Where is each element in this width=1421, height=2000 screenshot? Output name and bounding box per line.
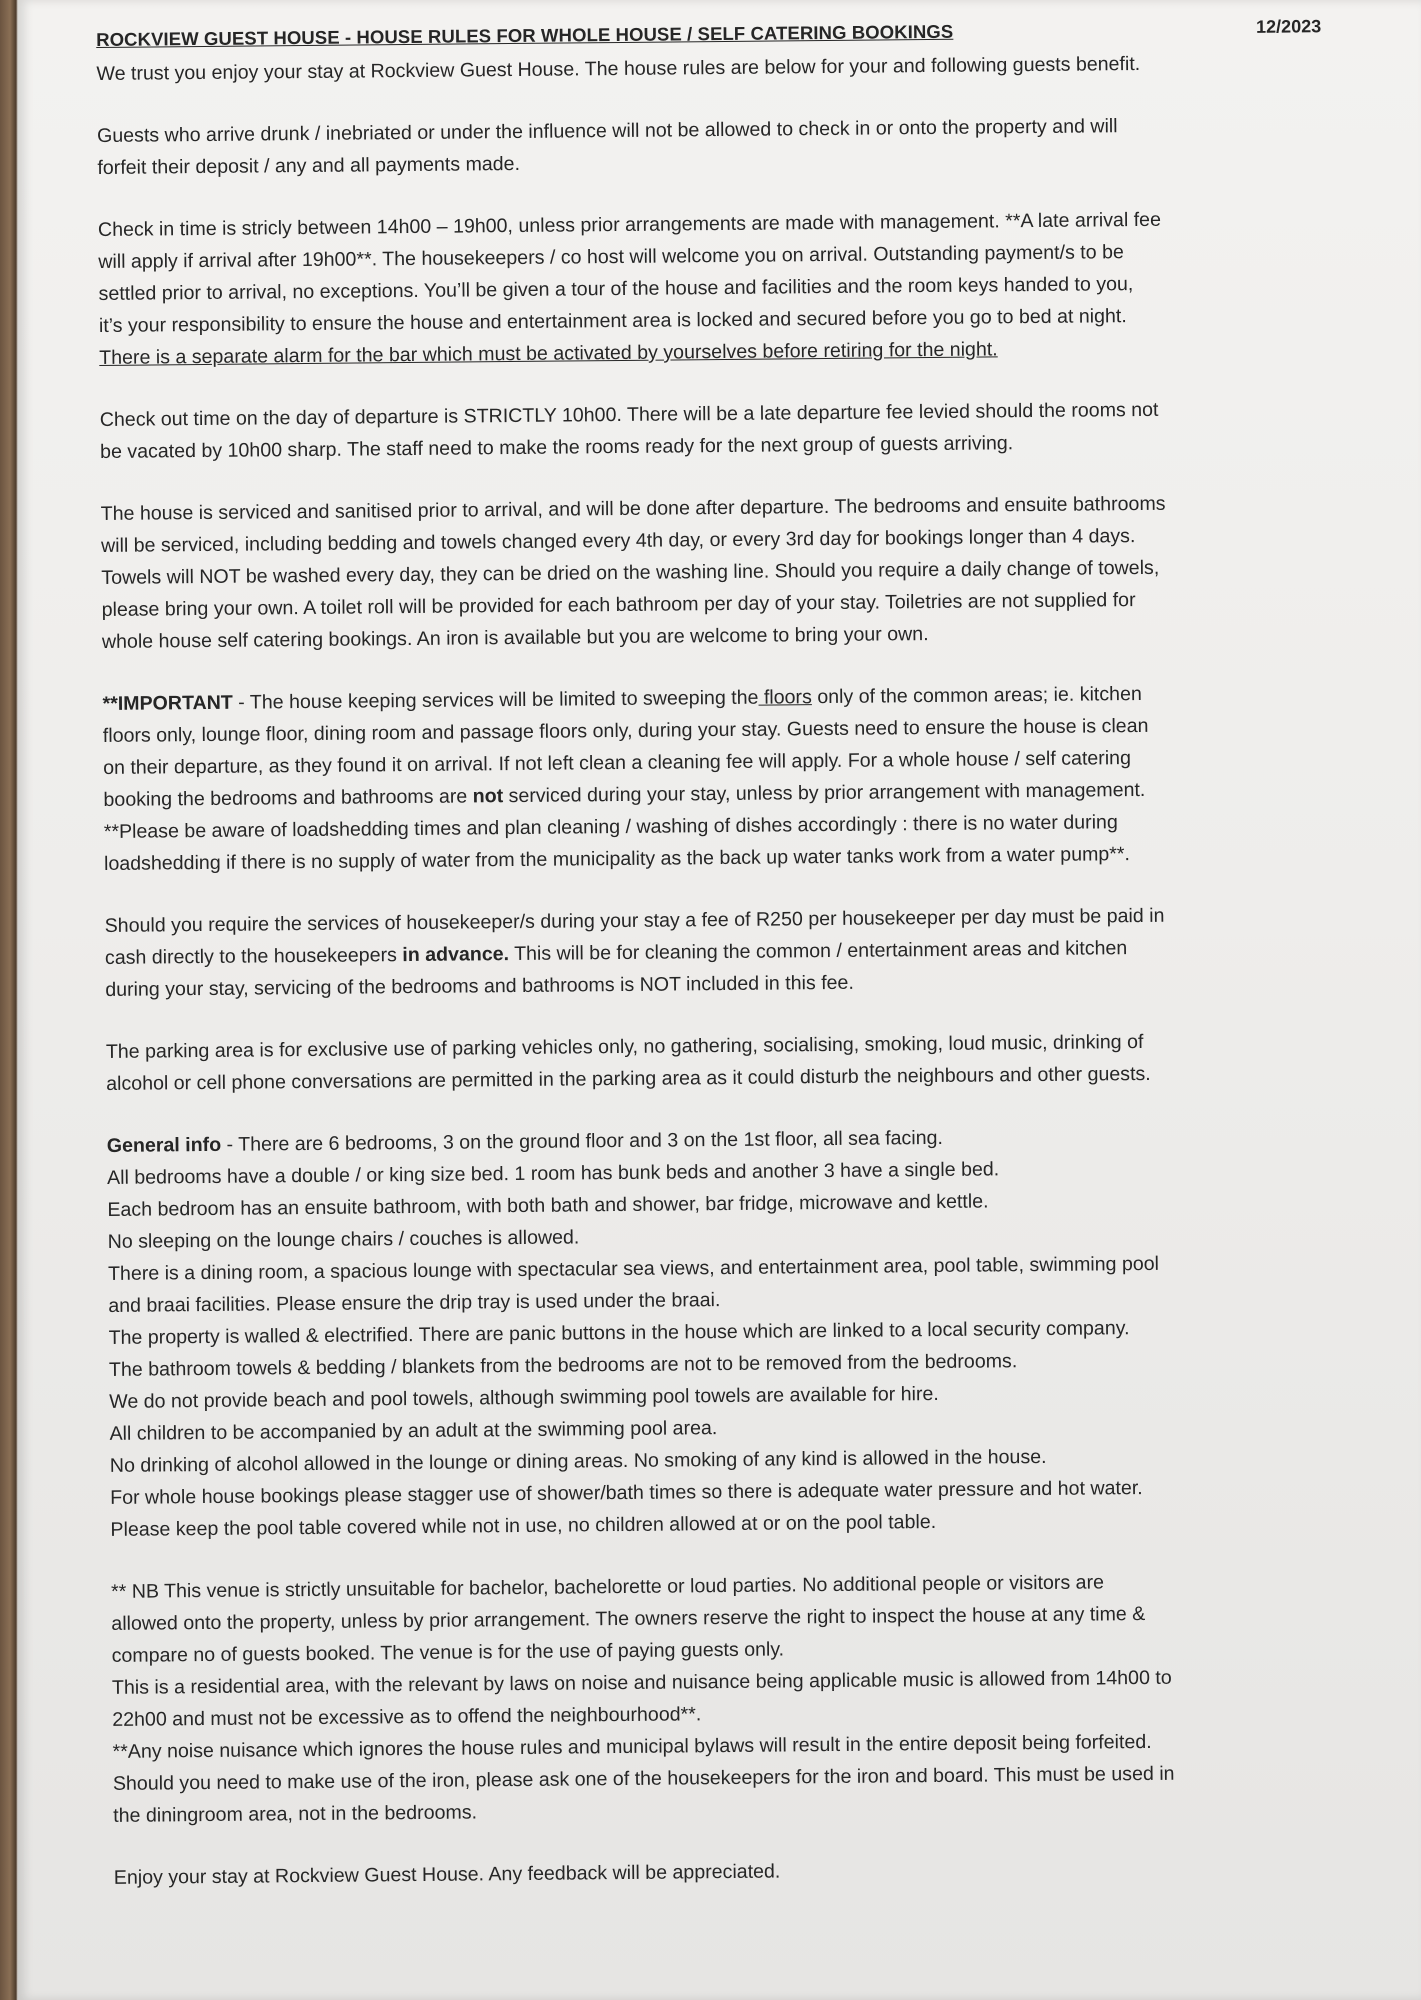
text-fragment: booking the bedrooms and bathrooms are <box>103 785 473 811</box>
text-fragment: only of the common areas; ie. kitchen <box>811 682 1142 709</box>
text-line: will be serviced, including bedding and towels changed every 4th day, or every 3rd day for bookings longer than 4 days. <box>100 525 1136 557</box>
general-info-item: For whole house bookings please stagger use of shower/bath times so there is adequate water pressure and hot water. <box>110 1477 1143 1509</box>
closing-paragraph <box>114 1849 1414 1893</box>
text-line: please bring your own. A toilet roll will be provided for each bathroom per day of your stay. Toiletries are not supplied for <box>101 589 1136 621</box>
check-in-paragraph <box>98 202 1399 374</box>
general-info-item: All children to be accompanied by an adult at the swimming pool area. <box>109 1417 718 1445</box>
check-out-paragraph <box>100 392 1401 468</box>
text-line: 22h00 and must not be excessive as to offend the neighbourhood**. <box>112 1703 702 1731</box>
text-line: whole house self catering bookings. An iron is available but you are welcome to bring your own. <box>101 623 929 653</box>
general-info-item: No drinking of alcohol allowed in the lounge or dining areas. No smoking of any kind is allowed in the house. <box>109 1445 1047 1477</box>
text-fragment: This will be for cleaning the common / entertainment areas and kitchen <box>508 937 1128 966</box>
text-line: forfeit their deposit / any and all payments made. <box>97 152 521 179</box>
general-info-section <box>107 1117 1411 1545</box>
document-title: ROCKVIEW GUEST HOUSE - HOUSE RULES FOR WHOLE HOUSE / SELF CATERING BOOKINGS <box>96 20 954 50</box>
text-line: **Please be aware of loadshedding times and plan cleaning / washing of dishes accordingly : there is no water during <box>103 811 1118 843</box>
text-line: ** NB This venue is strictly unsuitable for bachelor, bachelorette or loud parties. No additional people or visitors are <box>110 1571 1105 1603</box>
text-fragment: - The house keeping services will be limited to sweeping the <box>232 686 759 714</box>
text-line: **Any noise nuisance which ignores the house rules and municipal bylaws will result in the entire deposit being forfeited. <box>112 1730 1152 1763</box>
text-line: during your stay, servicing of the bedrooms and bathrooms is NOT included in this fee. <box>105 971 854 1001</box>
paper-sheet <box>18 0 1421 2000</box>
text-line: settled prior to arrival, no exceptions. You’ll be given a tour of the house and facilities and the room keys handed to you, <box>98 273 1134 305</box>
text-line: allowed onto the property, unless by prior arrangement. The owners reserve the right to inspect the house at any time & <box>111 1603 1146 1635</box>
document-body <box>96 10 1414 1894</box>
general-info-item: The property is walled & electrified. There are panic buttons in the house which are linked to a local security company. <box>108 1317 1130 1349</box>
bar-alarm-notice: There is a separate alarm for the bar which must be activated by yourselves before retiring for the night. <box>99 338 998 369</box>
text-line: Should you require the services of housekeeper/s during your stay a fee of R250 per housekeeper per day must be paid in <box>104 904 1165 937</box>
general-info-item: Please keep the pool table covered while not in use, no children allowed at or on the pool table. <box>110 1511 937 1541</box>
text-line: The house is serviced and sanitised prior to arrival, and will be done after departure. The bedrooms and ensuite bathrooms <box>100 492 1166 525</box>
text-fragment: - There are 6 bedrooms, 3 on the ground floor and 3 on the 1st floor, all sea facing. <box>221 1126 943 1156</box>
text-line: compare no of guests booked. The venue is for the use of paying guests only. <box>111 1638 785 1667</box>
general-info-item: The bathroom towels & bedding / blankets from the bedrooms are not to be removed from the bedrooms. <box>108 1350 1018 1381</box>
text-line: Should you need to make use of the iron, please ask one of the housekeepers for the iron and board. This must be used in <box>112 1762 1175 1795</box>
text-line: This is a residential area, with the relevant by laws on noise and nuisance being applicable music is allowed from 14h00 to <box>111 1666 1172 1699</box>
text-line: The parking area is for exclusive use of parking vehicles only, no gathering, socialising, smoking, loud music, drinking of <box>105 1030 1144 1063</box>
general-info-item: No sleeping on the lounge chairs / couches is allowed. <box>107 1226 580 1253</box>
housekeeper-fee-paragraph <box>105 897 1406 1005</box>
document-date: 12/2023 <box>1256 16 1322 37</box>
in-advance-emphasis: in advance. <box>402 943 510 967</box>
closing-line: Enjoy your stay at Rockview Guest House. Any feedback will be appreciated. <box>113 1860 781 1889</box>
important-paragraph <box>102 675 1404 879</box>
text-line: the diningroom area, not in the bedrooms. <box>113 1801 478 1827</box>
text-line: Towels will NOT be washed every day, they can be dried on the washing line. Should you require a daily change of towels, <box>101 556 1160 589</box>
text-line: alcohol or cell phone conversations are permitted in the parking area as it could disturb the neighbours and other guests. <box>106 1062 1151 1095</box>
text-fragment: cash directly to the housekeepers <box>104 944 403 969</box>
intro-line: We trust you enjoy your stay at Rockview Guest House. The house rules are below for your and following guests benefit. <box>96 52 1141 85</box>
text-line: be vacated by 10h00 sharp. The staff need to make the rooms ready for the next group of guests arriving. <box>100 432 1014 463</box>
general-info-item: All bedrooms have a double / or king size bed. 1 room has bunk beds and another 3 have a single bed. <box>106 1158 1000 1189</box>
general-info-item: There is a dining room, a spacious lounge with spectacular sea views, and entertainment area, pool table, swimming pool <box>107 1252 1160 1285</box>
nb-paragraph <box>111 1563 1413 1831</box>
text-line: will apply if arrival after 19h00**. The housekeepers / co host will welcome you on arrival. Outstanding payment/s to be <box>98 241 1124 273</box>
general-info-item: Each bedroom has an ensuite bathroom, with both bath and shower, bar fridge, microwave and kettle. <box>107 1190 989 1221</box>
text-line: loadshedding if there is no supply of water from the municipality as the back up water tanks work from a water pump**. <box>103 843 1131 875</box>
text-line: Check out time on the day of departure is STRICTLY 10h00. There will be a late departure fee levied should the rooms not <box>99 398 1159 431</box>
text-line: floors only, lounge floor, dining room and passage floors only, during your stay. Guests need to ensure the house is clean <box>102 714 1149 747</box>
floors-underlined: floors <box>758 686 812 709</box>
important-label: **IMPORTANT <box>102 691 233 715</box>
servicing-paragraph <box>101 485 1402 657</box>
parking-paragraph <box>106 1023 1407 1099</box>
text-line: it’s your responsibility to ensure the house and entertainment area is locked and secured before you go to bed at night. <box>98 305 1127 337</box>
general-info-label: General info <box>106 1133 222 1157</box>
text-fragment: serviced during your stay, unless by prior arrangement with management. <box>503 778 1146 808</box>
general-info-item: and braai facilities. Please ensure the drip tray is used under the braai. <box>108 1289 721 1317</box>
text-line: on their departure, as they found it on arrival. If not left clean a cleaning fee will apply. For a whole house / self catering <box>103 747 1132 779</box>
text-line: Guests who arrive drunk / inebriated or under the influence will not be allowed to check in or onto the property and will <box>96 115 1118 147</box>
not-emphasis: not <box>472 785 504 808</box>
arrival-rule-paragraph <box>97 108 1398 184</box>
general-info-item: We do not provide beach and pool towels, although swimming pool towels are available for hire. <box>109 1382 939 1413</box>
text-line: Check in time is stricly between 14h00 – 19h00, unless prior arrangements are made with management. **A late arrival fee <box>97 208 1162 241</box>
